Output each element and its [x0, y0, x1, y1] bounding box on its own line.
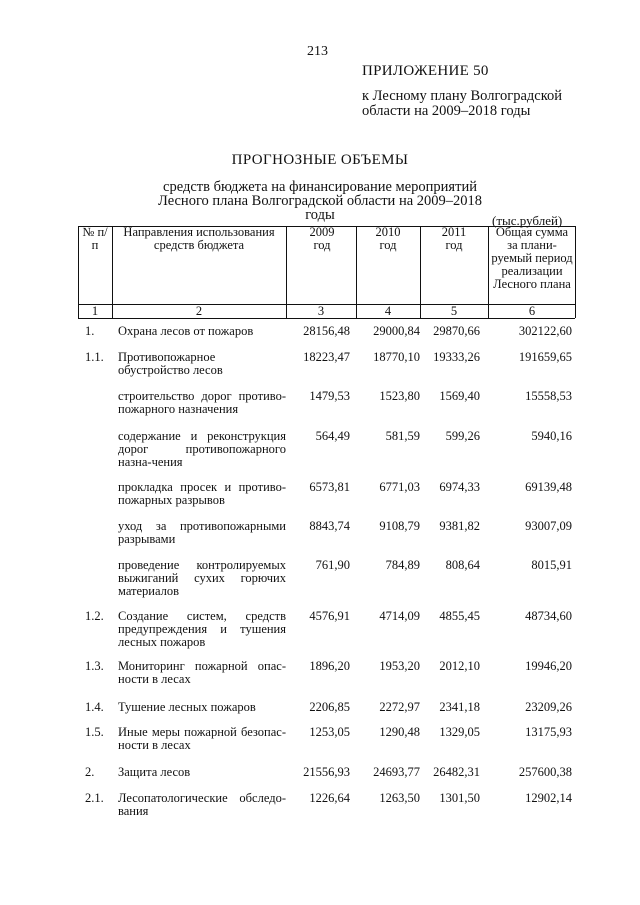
row-total: 23209,26 — [525, 700, 572, 714]
row-2010: 9108,79 — [379, 519, 420, 533]
col-border — [488, 226, 489, 318]
row-total: 13175,93 — [525, 725, 572, 739]
row-2010: 784,89 — [385, 558, 420, 572]
row-2011: 2012,10 — [439, 659, 480, 673]
row-name: прокладка просек и противо-пожарных разрывов — [118, 480, 286, 507]
row-total: 5940,16 — [531, 429, 572, 443]
row-2010: 6771,03 — [379, 480, 420, 494]
row-2011: 1329,05 — [439, 725, 480, 739]
col-index: 6 — [528, 304, 536, 318]
row-2009: 1896,20 — [309, 659, 350, 673]
appendix-subtitle: к Лесному плану Волгоградской области на 2009–2018 годы — [362, 88, 563, 119]
header-2009: 2009 год — [309, 225, 335, 252]
row-2009: 2206,85 — [309, 700, 350, 714]
col-index: 5 — [450, 304, 458, 318]
row-total: 48734,60 — [525, 609, 572, 623]
row-2010: 581,59 — [385, 429, 420, 443]
row-2009: 18223,47 — [303, 350, 350, 364]
row-2010: 29000,84 — [373, 324, 420, 338]
row-num: 2.1. — [85, 791, 104, 805]
header-2011: 2011 год — [441, 225, 467, 252]
row-2011: 808,64 — [445, 558, 480, 572]
header-bottom-border — [78, 318, 575, 319]
row-2009: 761,90 — [315, 558, 350, 572]
col-border — [112, 226, 113, 318]
row-name: Тушение лесных пожаров — [118, 700, 256, 714]
row-num: 1.5. — [85, 725, 104, 739]
row-2010: 1523,80 — [379, 389, 420, 403]
row-num: 1.2. — [85, 609, 104, 623]
row-2009: 1253,05 — [309, 725, 350, 739]
row-name: Охрана лесов от пожаров — [118, 324, 254, 338]
row-num: 1.1. — [85, 350, 104, 364]
units-label: (тыс.рублей) — [492, 213, 563, 228]
col-index: 3 — [317, 304, 325, 318]
row-num: 1.4. — [85, 700, 104, 714]
header-num: № п/п — [82, 225, 108, 252]
row-2011: 26482,31 — [433, 765, 480, 779]
col-index: 2 — [195, 304, 203, 318]
col-index: 1 — [91, 304, 99, 318]
row-name: строительство дорог противо-пожарного назначения — [118, 389, 286, 416]
row-2011: 2341,18 — [439, 700, 480, 714]
row-2009: 21556,93 — [303, 765, 350, 779]
document-subtitle-text: средств бюджета на финансирование мероприятий Лесного плана Волгоградской области на 2009–2018 годы — [157, 179, 483, 223]
col-border — [78, 226, 79, 318]
row-total: 12902,14 — [525, 791, 572, 805]
row-total: 8015,91 — [531, 558, 572, 572]
row-name: Мониторинг пожарной опас-ности в лесах — [118, 659, 286, 686]
row-2010: 1290,48 — [379, 725, 420, 739]
row-name: Лесопатологические обследо-вания — [118, 791, 286, 818]
row-2011: 29870,66 — [433, 324, 480, 338]
col-border — [575, 226, 576, 318]
row-2011: 4855,45 — [439, 609, 480, 623]
row-total: 19946,20 — [525, 659, 572, 673]
header-direction: Направления использования средств бюджета — [123, 225, 275, 252]
row-num: 1.3. — [85, 659, 104, 673]
row-2009: 4576,91 — [309, 609, 350, 623]
row-num: 1. — [85, 324, 95, 338]
row-2011: 1301,50 — [439, 791, 480, 805]
row-2009: 1479,53 — [309, 389, 350, 403]
page-number: 213 — [307, 44, 328, 59]
row-2011: 1569,40 — [439, 389, 480, 403]
row-2011: 19333,26 — [433, 350, 480, 364]
document-title: ПРОГНОЗНЫЕ ОБЪЕМЫ — [231, 152, 409, 168]
row-name: уход за противопожарными разрывами — [118, 519, 286, 546]
col-border — [356, 226, 357, 318]
row-total: 302122,60 — [518, 324, 572, 338]
col-border — [420, 226, 421, 318]
col-border — [286, 226, 287, 318]
row-2009: 564,49 — [315, 429, 350, 443]
row-2010: 1263,50 — [379, 791, 420, 805]
row-2011: 6974,33 — [439, 480, 480, 494]
row-name: Создание систем, средств предупреждения и тушения лесных пожаров — [118, 609, 286, 649]
row-2009: 1226,64 — [309, 791, 350, 805]
row-2010: 18770,10 — [373, 350, 420, 364]
header-2010: 2010 год — [375, 225, 401, 252]
header-total: Общая сумма за плани-руемый период реализации Лесного плана — [491, 225, 573, 291]
col-index: 4 — [384, 304, 392, 318]
row-total: 191659,65 — [518, 350, 572, 364]
row-2010: 4714,09 — [379, 609, 420, 623]
row-2010: 2272,97 — [379, 700, 420, 714]
row-total: 15558,53 — [525, 389, 572, 403]
row-2009: 28156,48 — [303, 324, 350, 338]
row-num: 2. — [85, 765, 95, 779]
row-total: 93007,09 — [525, 519, 572, 533]
row-2009: 6573,81 — [309, 480, 350, 494]
row-total: 69139,48 — [525, 480, 572, 494]
row-name: Иные меры пожарной безопас-ности в лесах — [118, 725, 286, 752]
row-2010: 24693,77 — [373, 765, 420, 779]
row-name: Противопожарное обустройство лесов — [118, 350, 223, 377]
appendix-title: ПРИЛОЖЕНИЕ 50 — [362, 63, 489, 79]
row-total: 257600,38 — [518, 765, 572, 779]
row-2010: 1953,20 — [379, 659, 420, 673]
row-2011: 9381,82 — [439, 519, 480, 533]
row-name: Защита лесов — [118, 765, 191, 779]
row-name: проведение контролируемых выжиганий сухих горючих материалов — [118, 558, 286, 598]
row-2011: 599,26 — [445, 429, 480, 443]
row-name: содержание и реконструкция дорог противопожарного назна-чения — [118, 429, 286, 469]
row-2009: 8843,74 — [309, 519, 350, 533]
